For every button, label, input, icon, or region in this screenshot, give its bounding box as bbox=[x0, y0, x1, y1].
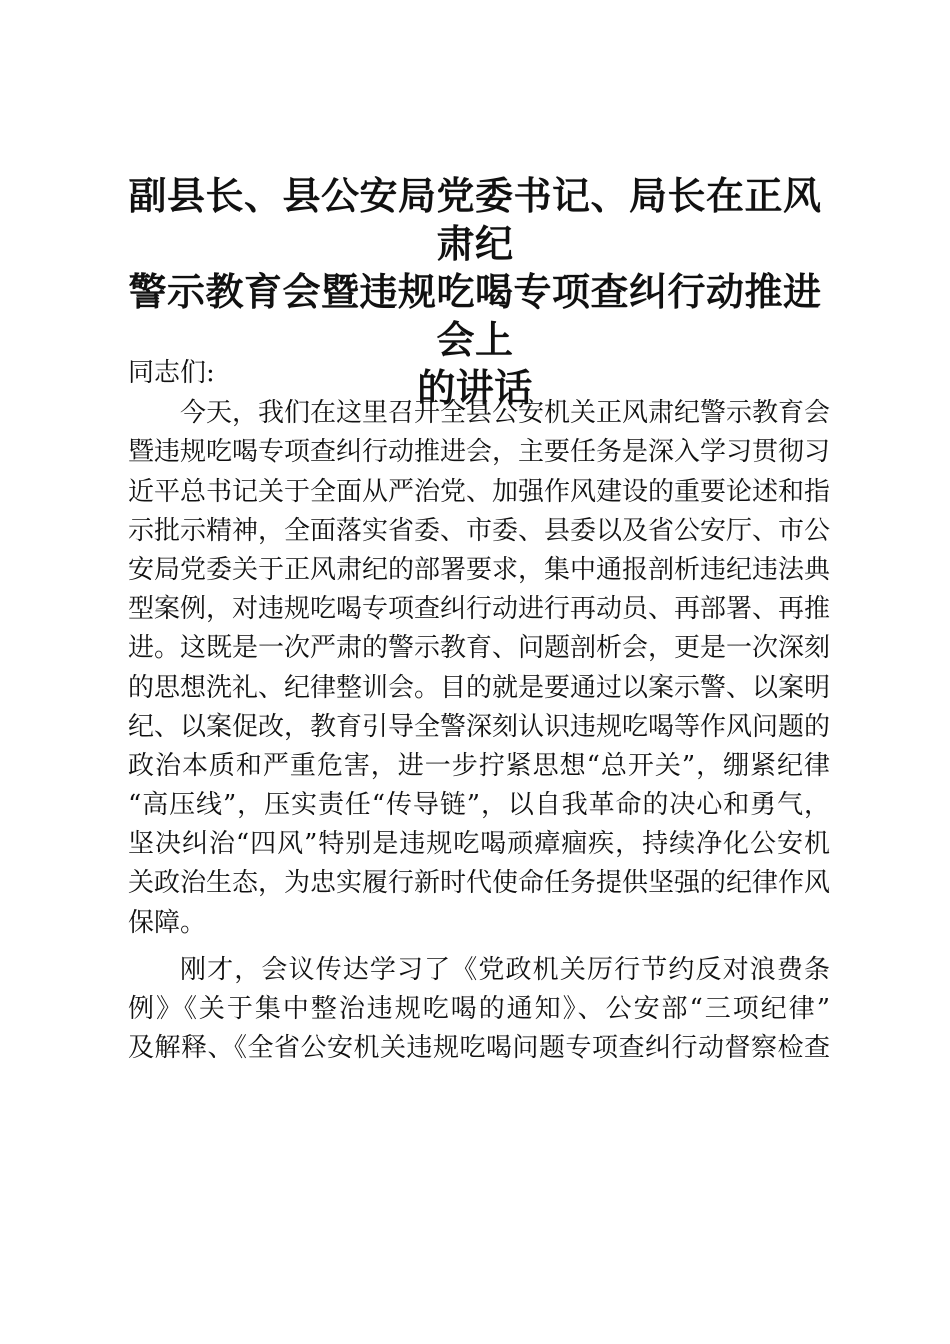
text-line: 及解释、《全省公安机关违规吃喝问题专项查纠行动督察检查 bbox=[128, 1033, 830, 1064]
text-line: 刚才，会议传达学习了《党政机关厉行节约反对浪费条 bbox=[180, 954, 830, 985]
text-line: 示批示精神，全面落实省委、市委、县委以及省公安厅、市公 bbox=[128, 515, 831, 546]
title-line: 警示教育会暨违规吃喝专项查纠行动推进会上 bbox=[128, 269, 822, 362]
text-line: 例》《关于集中整治违规吃喝的通知》、公安部“三项纪律” bbox=[128, 994, 830, 1024]
text-line: 安局党委关于正风肃纪的部署要求，集中通报剖析违纪违法典 bbox=[128, 554, 831, 585]
salutation: 同志们: bbox=[128, 358, 215, 388]
text-line: 进。这既是一次严肃的警示教育、问题剖析会，更是一次深刻 bbox=[128, 633, 831, 664]
text-line: “高压线”，压实责任“传导链”，以自我革命的决心和勇气， bbox=[128, 790, 830, 821]
document-body bbox=[128, 354, 830, 1076]
text-line: 纪、以案促改，教育引导全警深刻认识违规吃喝等作风问题的 bbox=[128, 711, 831, 742]
text-line: 政治本质和严重危害，进一步拧紧思想“总开关”，绷紧纪律 bbox=[128, 750, 830, 781]
paragraph-1 bbox=[128, 394, 830, 943]
text-line: 坚决纠治“四风”特别是违规吃喝顽瘴痼疾，持续净化公安机 bbox=[128, 829, 830, 860]
title-line: 的讲话 bbox=[417, 365, 533, 410]
text-line: 关政治生态，为忠实履行新时代使命任务提供坚强的纪律作风 bbox=[128, 868, 831, 899]
text-line: 的思想洗礼、纪律整训会。目的就是要通过以案示警、以案明 bbox=[128, 672, 831, 703]
title-line: 副县长、县公安局党委书记、局长在正风肃纪 bbox=[128, 173, 822, 266]
text-line: 保障。 bbox=[128, 907, 207, 938]
text-line: 今天，我们在这里召开全县公安机关正风肃纪警示教育会 bbox=[180, 398, 831, 429]
paragraph-2 bbox=[128, 951, 830, 1069]
text-line: 暨违规吃喝专项查纠行动推进会，主要任务是深入学习贯彻习 bbox=[128, 437, 831, 468]
text-line: 近平总书记关于全面从严治党、加强作风建设的重要论述和指 bbox=[128, 476, 831, 507]
text-line: 型案例，对违规吃喝专项查纠行动进行再动员、再部署、再推 bbox=[128, 594, 831, 625]
